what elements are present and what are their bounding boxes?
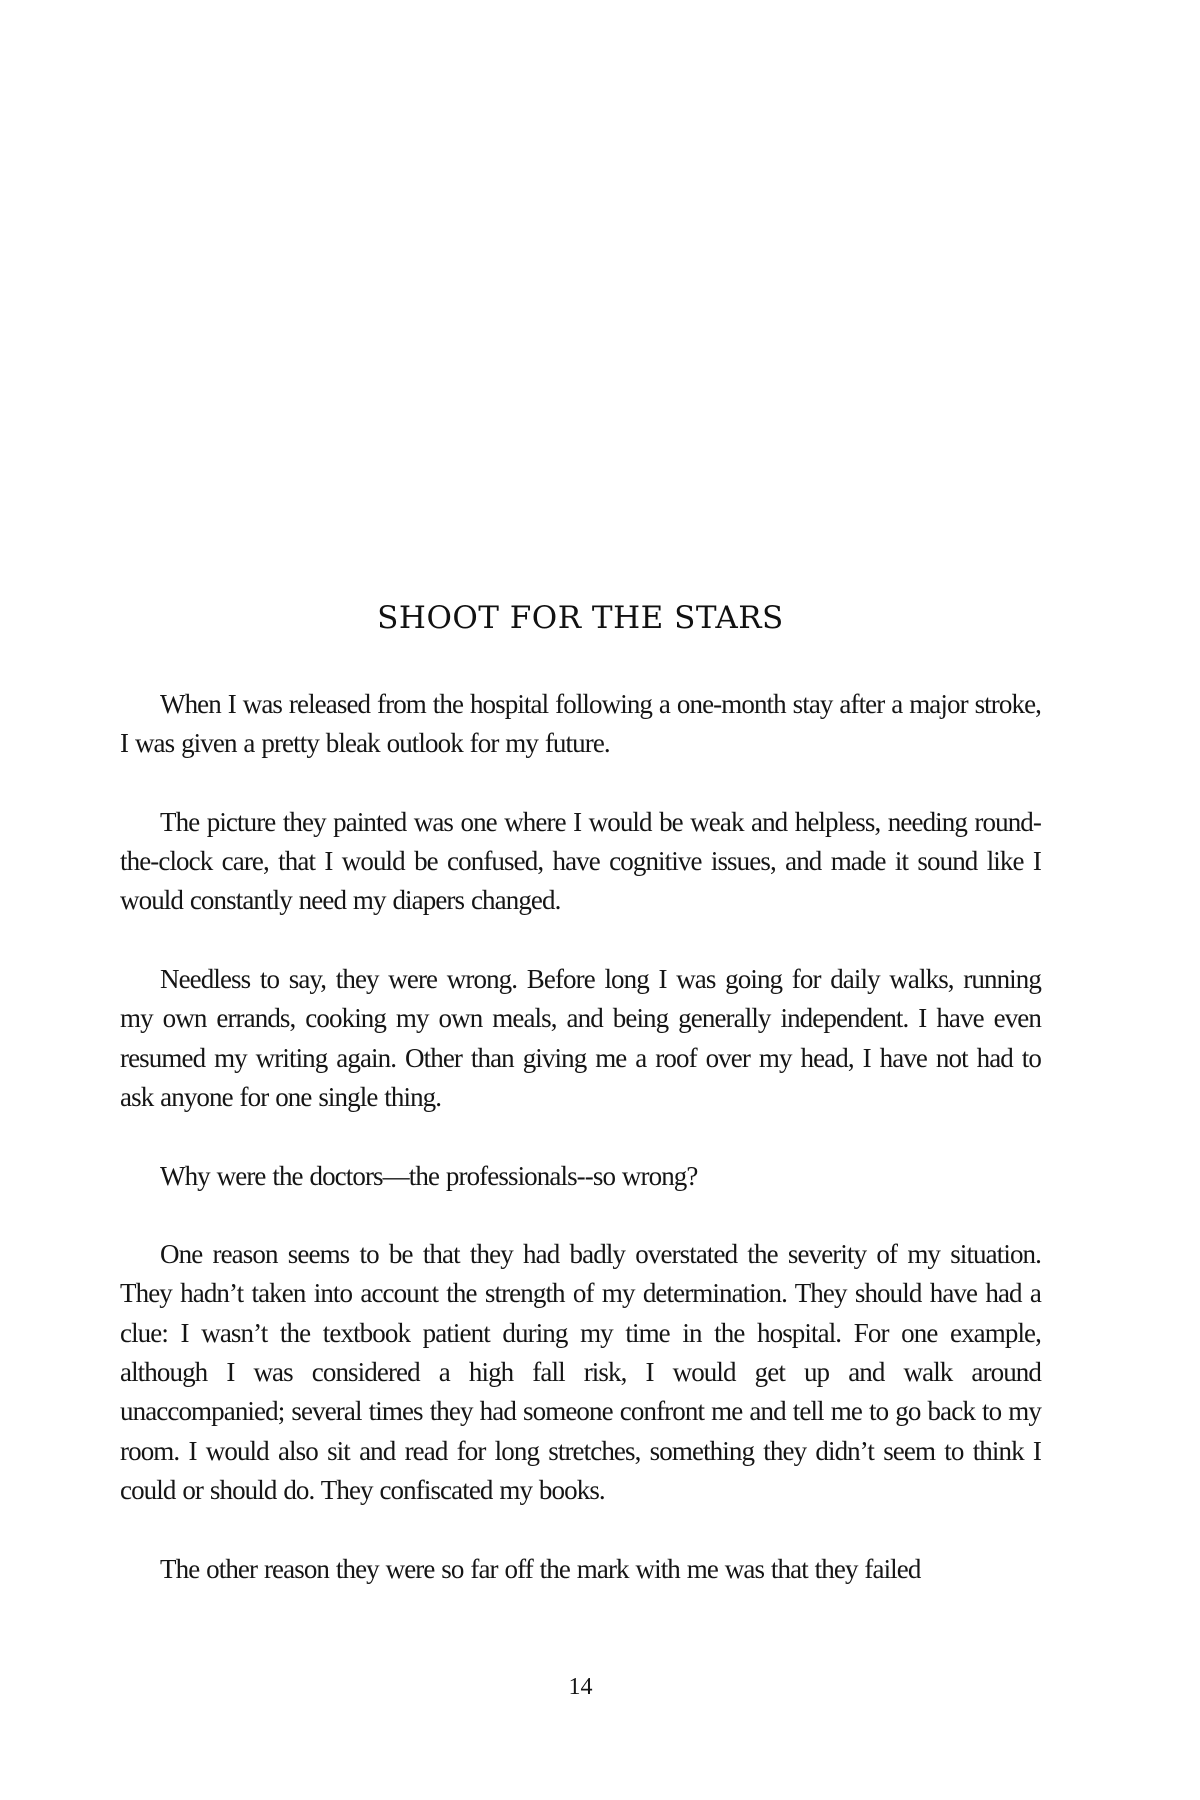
paragraph-6: The other reason they were so far off the mark with me was that they failed [160, 1553, 921, 1584]
paragraph-4: Why were the doctors—the professionals--so wrong? [160, 1160, 698, 1191]
page-number: 14 [568, 1674, 593, 1700]
paragraph-5: One reason seems to be that they had badly overstated the severity of my situation. They hadn’t taken into account the strength of my determination. They should have had a clue: I wasn’t the textbook patient during my time in the hospital. For one example, although I was considered a high fall risk, I would get up and walk around unaccompanied; several times they had someone confront me and tell me to go back to my room. I would also sit and read for long stretches, something they didn’t seem to think I could or should do. They confiscated my books. [120, 1239, 1041, 1505]
paragraph-2: The picture they painted was one where I would be weak and helpless, needing round-the-clock care, that I would be confused, have cognitive issues, and made it sound like I would constantly need my diapers changed. [120, 806, 1041, 916]
paragraph-3: Needless to say, they were wrong. Before long I was going for daily walks, running my own errands, cooking my own meals, and being generally independent. I have even resumed my writing again. Other than giving me a roof over my head, I have not had to ask anyone for one single thing. [120, 964, 1041, 1112]
paragraph-1: When I was released from the hospital following a one-month stay after a major stroke, I was given a pretty bleak outlook for my future. [120, 689, 1041, 759]
chapter-body [120, 685, 1041, 1589]
chapter-title: SHOOT FOR THE STARS [377, 600, 784, 636]
